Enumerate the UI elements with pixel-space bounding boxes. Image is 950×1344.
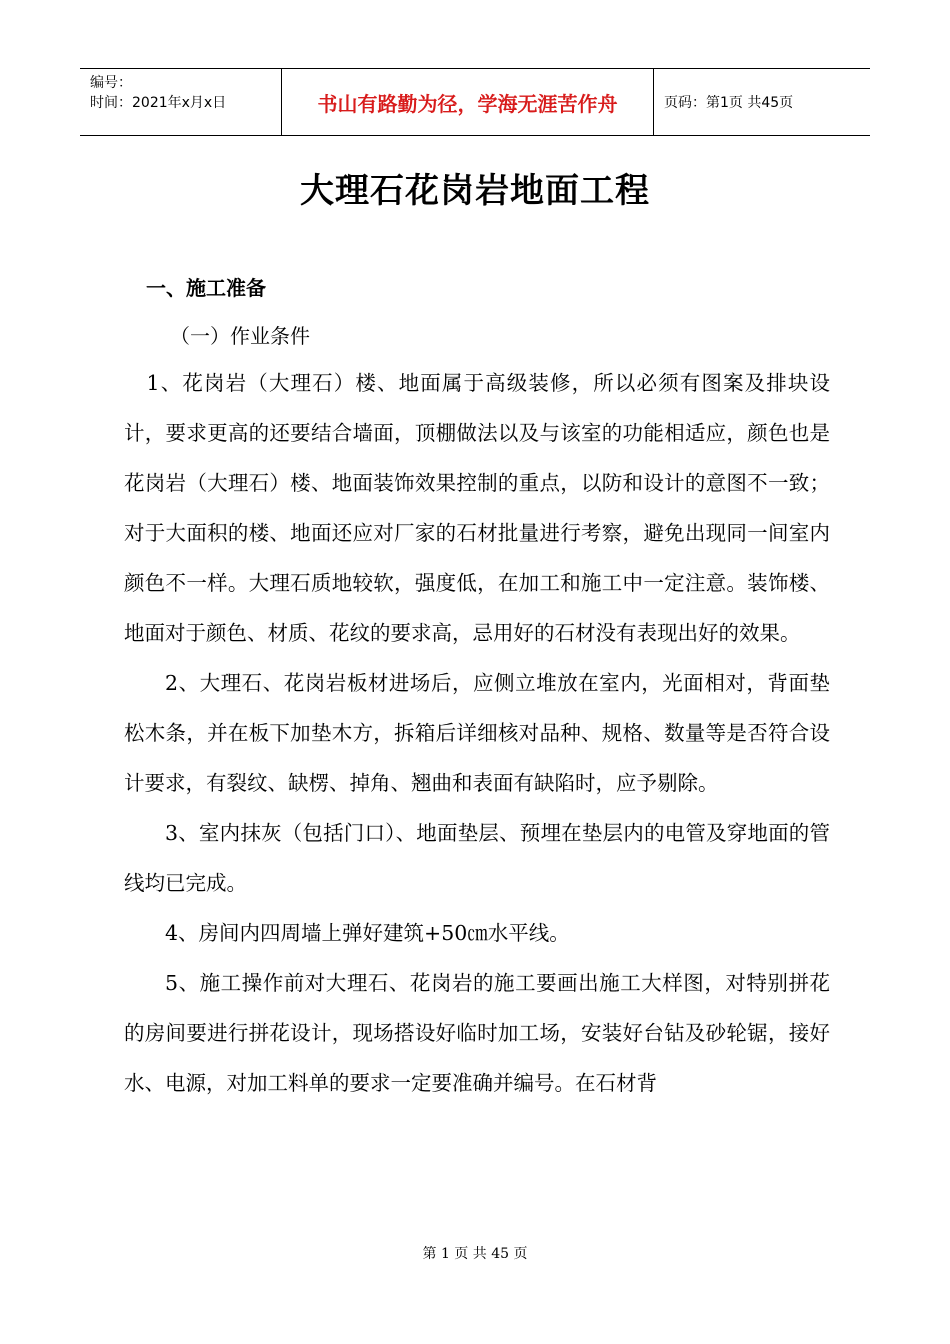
number-label: 编号： [90, 75, 132, 91]
paragraph-2: 2、大理石、花岗岩板材进场后，应侧立堆放在室内，光面相对，背面垫松木条，并在板下加垫木方，拆箱后详细核对品种、规格、数量等是否符合设计要求，有裂纹、缺楞、掉角、翘曲和表面有缺陷时，应予剔除。 [124, 671, 830, 795]
document-header [80, 68, 870, 136]
paragraph-1: 1、花岗岩（大理石）楼、地面属于高级装修，所以必须有图案及排块设计，要求更高的还要结合墙面，顶棚做法以及与该室的功能相适应，颜色也是花岗岩（大理石）楼、地面装饰效果控制的重点，以防和设计的意图不一致；对于大面积的楼、地面还应对厂家的石材批量进行考察，避免出现同一间室内颜色不一样。大理石质地较软，强度低，在加工和施工中一定注意。装饰楼、地面对于颜色、材质、花纹的要求高，忌用好的石材没有表现出好的效果。 [124, 371, 830, 645]
header-motto: 书山有路勤为径，学海无涯苦作舟 [282, 69, 654, 135]
header-meta [80, 69, 282, 135]
header-page-info: 页码：第1页 共45页 [664, 95, 794, 111]
page-footer: 第 1 页 共 45 页 [422, 1246, 528, 1262]
body-text [124, 358, 830, 1108]
date-label: 时间：2021年x月x日 [90, 95, 227, 111]
document-title: 大理石花岗岩地面工程 [300, 171, 650, 211]
subsection-heading: （一）作业条件 [170, 324, 310, 348]
paragraph-5: 5、施工操作前对大理石、花岗岩的施工要画出施工大样图，对特别拼花的房间要进行拼花设计，现场搭设好临时加工场，安装好台钻及砂轮锯，接好水、电源，对加工料单的要求一定要准确并编号。在石材背 [124, 971, 830, 1095]
section-heading: 一、施工准备 [146, 276, 266, 300]
paragraph-4: 4、房间内四周墙上弹好建筑+50㎝水平线。 [165, 921, 570, 945]
paragraph-3: 3、室内抹灰（包括门口）、地面垫层、预埋在垫层内的电管及穿地面的管线均已完成。 [124, 821, 830, 895]
